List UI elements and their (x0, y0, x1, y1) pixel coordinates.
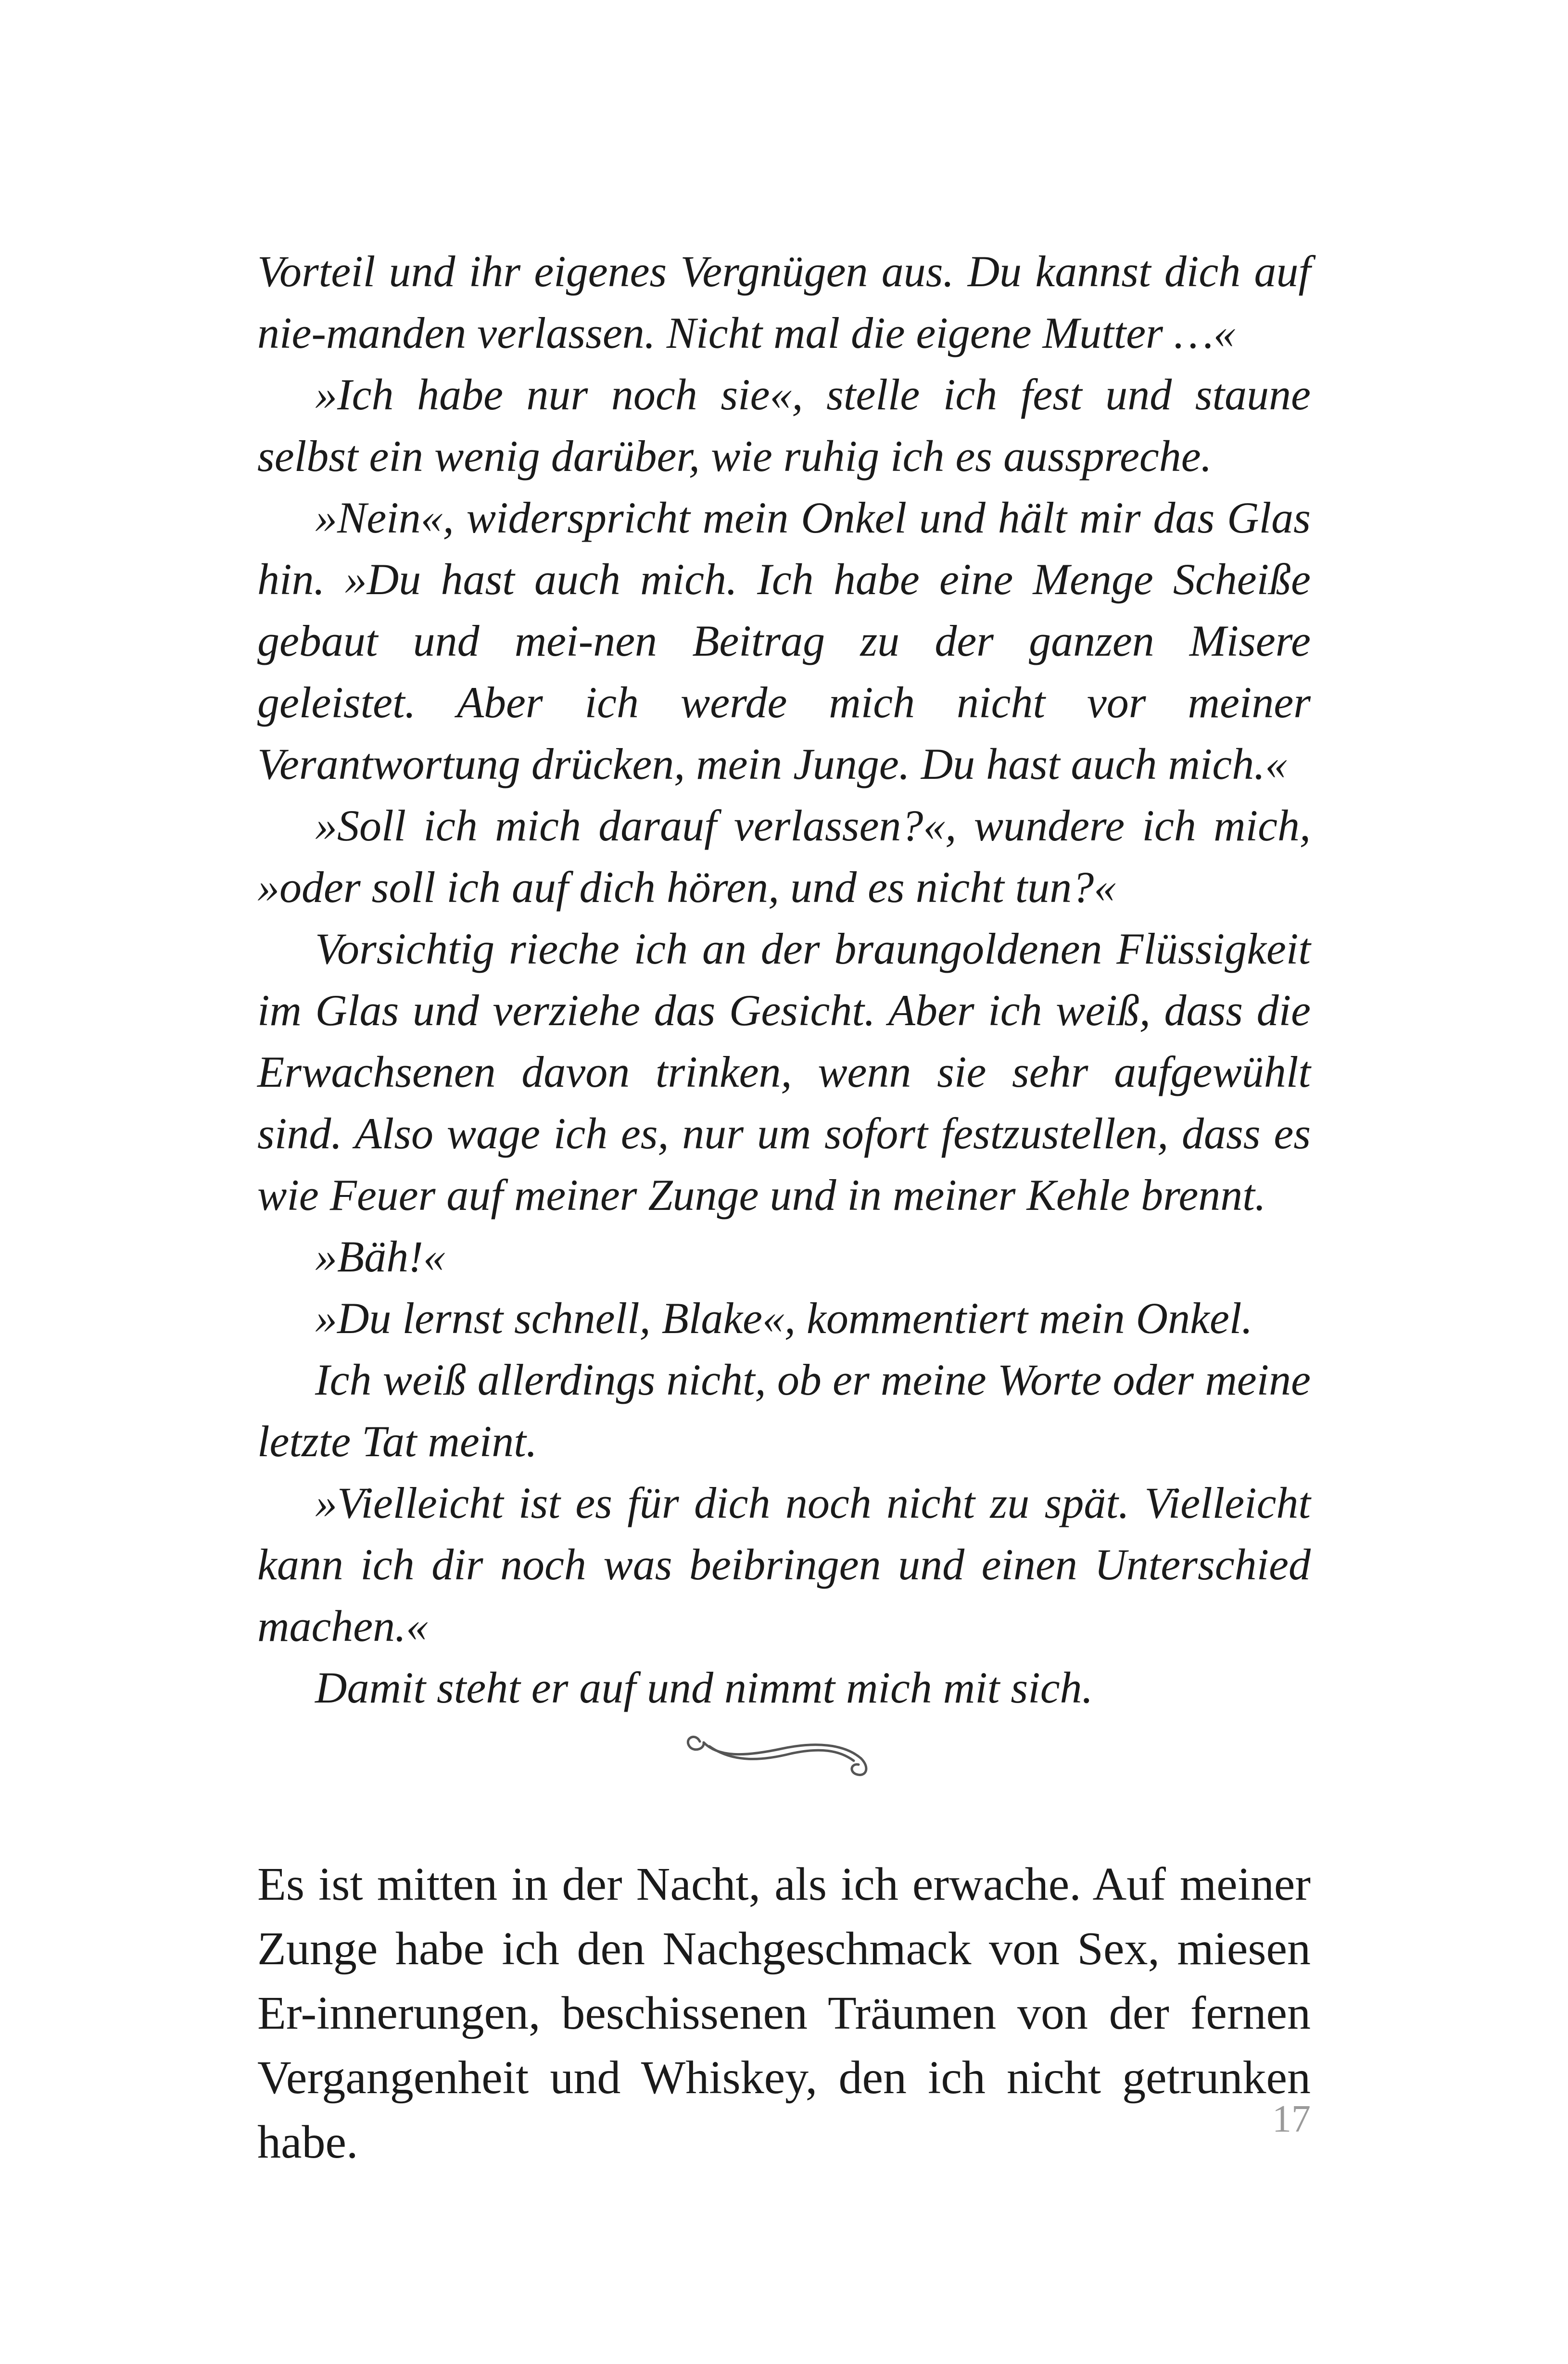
paragraph: »Vielleicht ist es für dich noch nicht zu spät. Vielleicht kann ich dir noch was beibringen und einen Unterschied machen.« (257, 1478, 1311, 1651)
roman-text-block (257, 1852, 1311, 2174)
paragraph: Vorteil und ihr eigenes Vergnügen aus. Du kannst dich auf nie-manden verlassen. Nicht mal die eigene Mutter …« (257, 247, 1311, 357)
italic-text-block (257, 241, 1311, 1718)
paragraph: Damit steht er auf und nimmt mich mit sich. (315, 1663, 1093, 1712)
paragraph: »Soll ich mich darauf verlassen?«, wundere ich mich, »oder soll ich auf dich hören, und es nicht tun?« (257, 801, 1311, 912)
paragraph: Vorsichtig rieche ich an der braungoldenen Flüssigkeit im Glas und verziehe das Gesicht. Aber ich weiß, dass die Erwachsenen davon trinken, wenn sie sehr aufgewühlt sind. Also wage ich es, nur um sofort festzustellen, dass es wie Feuer auf meiner Zunge und in meiner Kehle brennt. (257, 924, 1311, 1220)
flourish-divider-icon (681, 1722, 883, 1780)
book-page (257, 0, 1311, 2364)
paragraph: Ich weiß allerdings nicht, ob er meine Worte oder meine letzte Tat meint. (257, 1355, 1311, 1466)
paragraph: »Du lernst schnell, Blake«, kommentiert mein Onkel. (315, 1294, 1253, 1343)
paragraph: »Ich habe nur noch sie«, stelle ich fest und staune selbst ein wenig darüber, wie ruhig ich es ausspreche. (257, 370, 1311, 481)
page-number: 17 (1272, 2098, 1311, 2140)
paragraph: Es ist mitten in der Nacht, als ich erwache. Auf meiner Zunge habe ich den Nachgeschmack von Sex, miesen Er-innerungen, beschissenen Träumen von der fernen Vergangenheit und Whiskey, den ich nicht getrunken habe. (257, 1858, 1311, 2168)
paragraph: »Nein«, widerspricht mein Onkel und hält mir das Glas hin. »Du hast auch mich. Ich habe eine Menge Scheiße gebaut und mei-nen Beitrag zu der ganzen Misere geleistet. Aber ich werde mich nicht vor meiner Verantwortung drücken, mein Junge. Du hast auch mich.« (257, 493, 1311, 788)
paragraph: »Bäh!« (315, 1232, 445, 1281)
